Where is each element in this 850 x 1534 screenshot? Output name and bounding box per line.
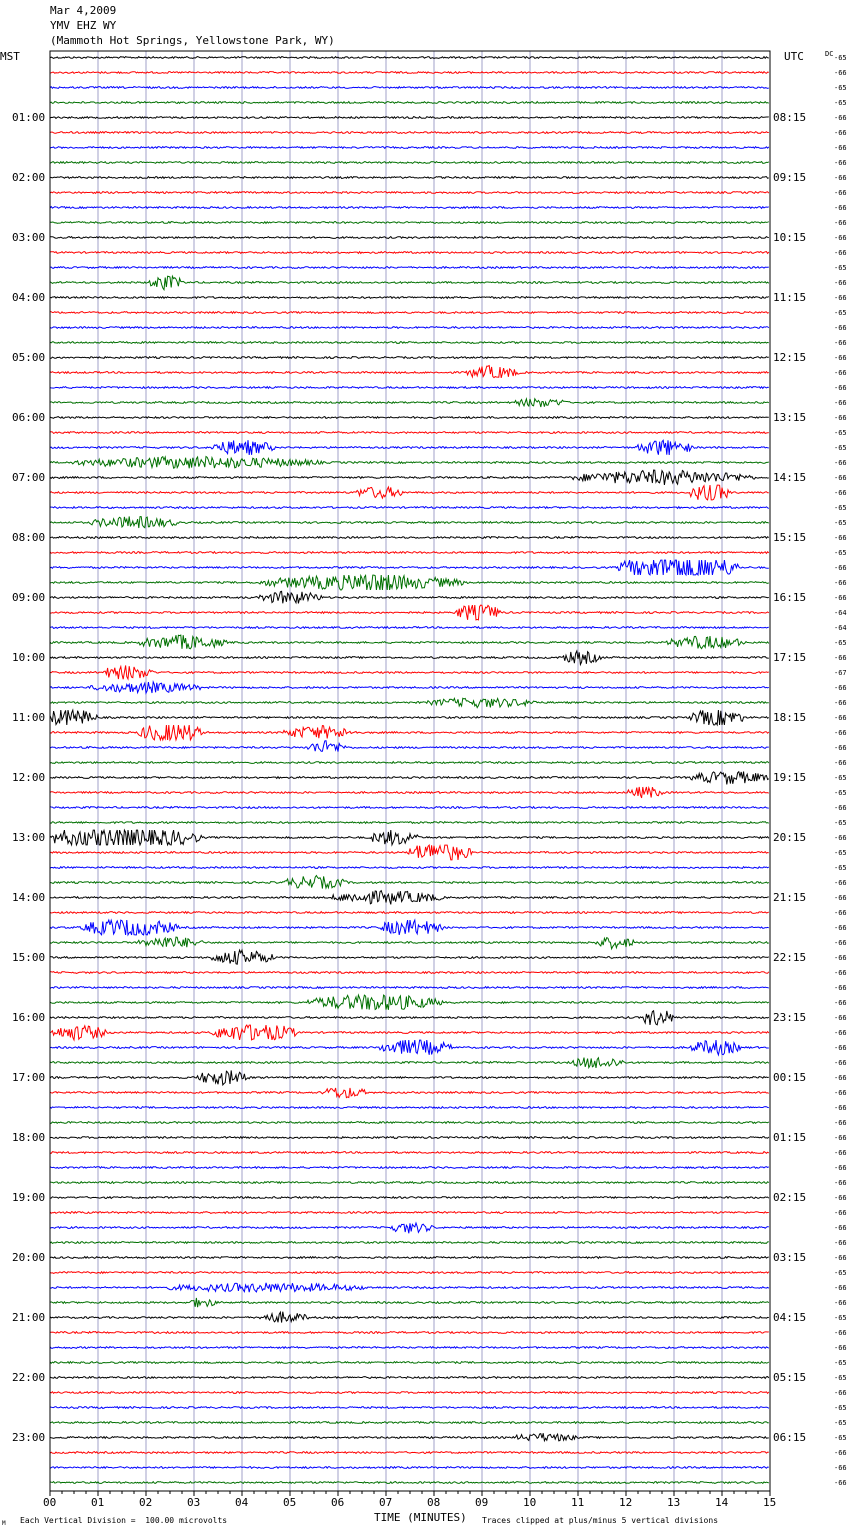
- trace-row-93: [50, 1452, 769, 1454]
- right-hour-label: 23:15: [773, 1010, 807, 1024]
- trace-row-17: [50, 312, 769, 314]
- x-tick-label: 02: [139, 1496, 153, 1509]
- right-hour-label: 04:15: [773, 1310, 807, 1324]
- dc-offset-label: -66: [834, 728, 847, 737]
- trace-row-8: [50, 177, 769, 179]
- trace-row-82: [50, 1283, 769, 1292]
- trace-row-27: [50, 457, 769, 469]
- trace-row-81: [50, 1272, 769, 1274]
- trace-row-47: [50, 762, 769, 764]
- dc-offset-label: -66: [834, 983, 847, 992]
- dc-offset-label: -66: [834, 968, 847, 977]
- left-hour-label: 13:00: [12, 830, 46, 844]
- trace-row-66: [50, 1040, 769, 1055]
- dc-offset-label: -66: [834, 1148, 847, 1157]
- dc-offset-label: -66: [834, 293, 847, 302]
- trace-row-67: [50, 1058, 769, 1068]
- trace-row-83: [50, 1298, 769, 1307]
- trace-row-6: [50, 147, 769, 149]
- dc-offset-label: -66: [834, 173, 847, 182]
- trace-row-12: [50, 237, 769, 239]
- dc-offset-label: -66: [834, 488, 847, 497]
- dc-offset-label: -66: [834, 338, 847, 347]
- right-hour-label: 13:15: [773, 410, 807, 424]
- dc-offset-label: -66: [834, 1478, 847, 1487]
- dc-offset-label: -66: [834, 998, 847, 1007]
- x-tick-label: 13: [667, 1496, 681, 1509]
- trace-row-44: [50, 710, 769, 725]
- trace-row-53: [50, 845, 769, 860]
- trace-row-48: [50, 772, 769, 785]
- trace-row-18: [50, 327, 769, 329]
- dc-offset-label: -66: [834, 908, 847, 917]
- trace-row-55: [50, 876, 769, 889]
- trace-row-36: [50, 591, 769, 603]
- dc-offset-label: -66: [834, 458, 847, 467]
- trace-row-76: [50, 1197, 769, 1199]
- dc-offset-label: -65: [834, 848, 847, 857]
- x-tick-label: 07: [379, 1496, 393, 1509]
- trace-row-5: [50, 132, 769, 134]
- trace-row-0: [50, 57, 769, 59]
- right-hour-label: 01:15: [773, 1130, 807, 1144]
- dc-offset-label: -65: [834, 1268, 847, 1277]
- dc-offset-label: -66: [834, 128, 847, 137]
- trace-row-32: [50, 537, 769, 539]
- dc-offset-label: -66: [834, 1103, 847, 1112]
- dc-offset-label: -66: [834, 1088, 847, 1097]
- chart-station: YMV EHZ WY: [50, 19, 117, 32]
- trace-row-65: [50, 1025, 769, 1040]
- right-hour-label: 06:15: [773, 1430, 807, 1444]
- dc-offset-label: -66: [834, 1208, 847, 1217]
- dc-offset-label: -66: [834, 158, 847, 167]
- left-hour-label: 14:00: [12, 890, 46, 904]
- trace-row-20: [50, 357, 769, 359]
- x-tick-label: 01: [91, 1496, 105, 1509]
- trace-row-85: [50, 1332, 769, 1334]
- x-tick-label: 08: [427, 1496, 441, 1509]
- trace-row-80: [50, 1257, 769, 1259]
- left-hour-label: 09:00: [12, 590, 46, 604]
- dc-offset-label: -66: [834, 1043, 847, 1052]
- left-hour-label: 20:00: [12, 1250, 46, 1264]
- left-hour-label: 17:00: [12, 1070, 46, 1084]
- dc-offset-label: -66: [834, 68, 847, 77]
- x-tick-label: 09: [475, 1496, 489, 1509]
- dc-offset-label: -66: [834, 953, 847, 962]
- dc-offset-label: -66: [834, 938, 847, 947]
- left-timezone-label: MST: [0, 50, 20, 63]
- trace-row-95: [50, 1482, 769, 1484]
- trace-row-77: [50, 1212, 769, 1214]
- trace-row-79: [50, 1242, 769, 1244]
- dc-offset-label: -66: [834, 878, 847, 887]
- trace-row-75: [50, 1182, 769, 1184]
- trace-row-37: [50, 605, 769, 620]
- trace-row-62: [50, 987, 769, 989]
- right-hour-label: 15:15: [773, 530, 807, 544]
- left-hour-label: 02:00: [12, 170, 46, 184]
- trace-row-26: [50, 440, 769, 455]
- right-hour-label: 00:15: [773, 1070, 807, 1084]
- x-tick-label: 06: [331, 1496, 345, 1509]
- left-hour-label: 11:00: [12, 710, 46, 724]
- trace-row-70: [50, 1107, 769, 1109]
- dc-offset-label: -66: [834, 833, 847, 842]
- dc-offset-label: -66: [834, 1163, 847, 1172]
- trace-row-11: [50, 222, 769, 224]
- left-hour-label: 01:00: [12, 110, 46, 124]
- dc-offset-label: -66: [834, 323, 847, 332]
- right-hour-label: 14:15: [773, 470, 807, 484]
- right-hour-label: 09:15: [773, 170, 807, 184]
- x-tick-label: 14: [715, 1496, 729, 1509]
- chart-date: Mar 4,2009: [50, 4, 117, 17]
- right-timezone-label: UTC: [784, 50, 804, 63]
- dc-offset-label: -66: [834, 1073, 847, 1082]
- dc-offset-label: -66: [834, 1028, 847, 1037]
- left-hour-label: 15:00: [12, 950, 46, 964]
- trace-row-28: [50, 470, 769, 485]
- left-hour-label: 03:00: [12, 230, 46, 244]
- dc-offset-label: -66: [834, 218, 847, 227]
- trace-row-40: [50, 651, 769, 665]
- dc-offset-label: -66: [834, 593, 847, 602]
- trace-row-78: [50, 1223, 769, 1233]
- dc-offset-label: -66: [834, 1178, 847, 1187]
- right-hour-label: 08:15: [773, 110, 807, 124]
- dc-offset-label: -65: [834, 308, 847, 317]
- trace-row-29: [50, 485, 769, 500]
- dc-offset-label: -66: [834, 1328, 847, 1337]
- right-hour-label: 10:15: [773, 230, 807, 244]
- dc-offset-label: -65: [834, 863, 847, 872]
- trace-row-35: [50, 575, 769, 590]
- dc-offset-label: -66: [834, 758, 847, 767]
- trace-row-38: [50, 627, 769, 629]
- dc-offset-label: -66: [834, 203, 847, 212]
- dc-offset-label: -65: [834, 518, 847, 527]
- right-hour-label: 22:15: [773, 950, 807, 964]
- dc-offset-label: -66: [834, 743, 847, 752]
- dc-offset-label: -66: [834, 1013, 847, 1022]
- dc-offset-label: -66: [834, 1238, 847, 1247]
- left-hour-label: 19:00: [12, 1190, 46, 1204]
- trace-row-9: [50, 192, 769, 194]
- trace-row-23: [50, 399, 769, 407]
- dc-offset-label: -65: [834, 638, 847, 647]
- trace-row-61: [50, 972, 769, 974]
- trace-row-56: [50, 891, 769, 905]
- right-hour-label: 18:15: [773, 710, 807, 724]
- right-hour-label: 05:15: [773, 1370, 807, 1384]
- left-hour-label: 05:00: [12, 350, 46, 364]
- dc-offset-label: -66: [834, 1253, 847, 1262]
- trace-row-43: [50, 698, 769, 707]
- trace-row-24: [50, 417, 769, 419]
- left-hour-label: 23:00: [12, 1430, 46, 1444]
- trace-row-4: [50, 117, 769, 119]
- dc-offset-label: -66: [834, 113, 847, 122]
- dc-offset-label: -66: [834, 713, 847, 722]
- left-hour-label: 06:00: [12, 410, 46, 424]
- right-hour-label: 02:15: [773, 1190, 807, 1204]
- trace-row-50: [50, 807, 769, 809]
- right-hour-label: 20:15: [773, 830, 807, 844]
- trace-row-94: [50, 1467, 769, 1469]
- dc-offset-label: -66: [834, 353, 847, 362]
- dc-offset-label: -66: [834, 1298, 847, 1307]
- dc-offset-label: -64: [834, 608, 847, 617]
- dc-offset-label: -65: [834, 503, 847, 512]
- trace-row-63: [50, 995, 769, 1010]
- trace-row-88: [50, 1377, 769, 1379]
- dc-offset-label: -66: [834, 893, 847, 902]
- trace-row-10: [50, 207, 769, 209]
- right-hour-label: 12:15: [773, 350, 807, 364]
- clip-note: Traces clipped at plus/minus 5 vertical divisions: [482, 1516, 719, 1525]
- dc-offset-label: -66: [834, 1118, 847, 1127]
- dc-offset-label: -65: [834, 263, 847, 272]
- left-hour-label: 21:00: [12, 1310, 46, 1324]
- left-hour-label: 10:00: [12, 650, 46, 664]
- trace-row-64: [50, 1011, 769, 1025]
- trace-row-51: [50, 822, 769, 824]
- right-hour-label: 17:15: [773, 650, 807, 664]
- left-hour-label: 12:00: [12, 770, 46, 784]
- trace-row-13: [50, 252, 769, 254]
- trace-row-84: [50, 1312, 769, 1323]
- right-hour-label: 21:15: [773, 890, 807, 904]
- trace-row-30: [50, 507, 769, 509]
- trace-row-42: [50, 682, 769, 693]
- right-hour-label: 19:15: [773, 770, 807, 784]
- dc-offset-label: -66: [834, 1058, 847, 1067]
- dc-label: DC: [825, 50, 834, 58]
- trace-row-73: [50, 1152, 769, 1154]
- trace-row-7: [50, 162, 769, 164]
- left-hour-label: 08:00: [12, 530, 46, 544]
- trace-row-59: [50, 937, 769, 949]
- dc-offset-label: -66: [834, 1133, 847, 1142]
- trace-row-33: [50, 552, 769, 554]
- dc-offset-label: -66: [834, 1448, 847, 1457]
- trace-row-71: [50, 1122, 769, 1124]
- dc-offset-label: -66: [834, 563, 847, 572]
- dc-offset-label: -66: [834, 1343, 847, 1352]
- dc-offset-label: -66: [834, 653, 847, 662]
- trace-row-3: [50, 102, 769, 104]
- dc-offset-label: -65: [834, 548, 847, 557]
- dc-offset-label: -66: [834, 413, 847, 422]
- trace-row-87: [50, 1362, 769, 1364]
- trace-row-69: [50, 1088, 769, 1098]
- left-hour-label: 16:00: [12, 1010, 46, 1024]
- dc-offset-label: -66: [834, 233, 847, 242]
- left-hour-label: 18:00: [12, 1130, 46, 1144]
- trace-row-52: [50, 830, 769, 845]
- dc-offset-label: -66: [834, 578, 847, 587]
- right-hour-label: 11:15: [773, 290, 807, 304]
- dc-offset-label: -65: [834, 98, 847, 107]
- dc-offset-label: -65: [834, 1373, 847, 1382]
- trace-row-19: [50, 342, 769, 344]
- dc-offset-label: -67: [834, 668, 847, 677]
- dc-offset-label: -65: [834, 773, 847, 782]
- dc-offset-label: -66: [834, 1283, 847, 1292]
- dc-offset-label: -65: [834, 788, 847, 797]
- dc-offset-label: -66: [834, 383, 847, 392]
- dc-offset-label: -66: [834, 1463, 847, 1472]
- dc-offset-label: -66: [834, 143, 847, 152]
- trace-row-1: [50, 72, 769, 74]
- trace-row-86: [50, 1347, 769, 1349]
- x-tick-label: 00: [43, 1496, 57, 1509]
- x-tick-label: 03: [187, 1496, 201, 1509]
- x-tick-label: 11: [571, 1496, 585, 1509]
- dc-offset-label: -66: [834, 1193, 847, 1202]
- right-hour-label: 03:15: [773, 1250, 807, 1264]
- dc-offset-label: -66: [834, 683, 847, 692]
- right-hour-label: 16:15: [773, 590, 807, 604]
- trace-row-91: [50, 1422, 769, 1424]
- trace-row-54: [50, 867, 769, 869]
- trace-row-74: [50, 1167, 769, 1169]
- scale-note: Each Vertical Division = 100.00 microvolts: [20, 1516, 228, 1525]
- dc-offset-label: -66: [834, 1223, 847, 1232]
- trace-row-45: [50, 725, 769, 740]
- corner-mark: M: [2, 1520, 6, 1527]
- dc-offset-label: -65: [834, 53, 847, 62]
- dc-offset-label: -66: [834, 473, 847, 482]
- trace-row-39: [50, 635, 769, 649]
- dc-offset-label: -66: [834, 803, 847, 812]
- trace-row-46: [50, 741, 769, 752]
- dc-offset-label: -66: [834, 698, 847, 707]
- dc-offset-label: -65: [834, 1358, 847, 1367]
- trace-row-15: [50, 276, 769, 290]
- dc-offset-label: -65: [834, 1433, 847, 1442]
- dc-offset-label: -66: [834, 248, 847, 257]
- trace-row-60: [50, 950, 769, 964]
- left-hour-label: 07:00: [12, 470, 46, 484]
- left-hour-label: 04:00: [12, 290, 46, 304]
- trace-row-41: [50, 665, 769, 679]
- dc-offset-label: -66: [834, 188, 847, 197]
- trace-row-16: [50, 297, 769, 299]
- dc-offset-label: -66: [834, 398, 847, 407]
- trace-row-49: [50, 787, 769, 798]
- dc-offset-label: -64: [834, 623, 847, 632]
- dc-offset-label: -65: [834, 428, 847, 437]
- trace-row-58: [50, 920, 769, 935]
- trace-row-89: [50, 1392, 769, 1394]
- dc-offset-label: -65: [834, 1403, 847, 1412]
- x-tick-label: 10: [523, 1496, 537, 1509]
- dc-offset-label: -66: [834, 278, 847, 287]
- chart-location: (Mammoth Hot Springs, Yellowstone Park, WY): [50, 34, 335, 47]
- dc-offset-label: -65: [834, 83, 847, 92]
- dc-offset-label: -66: [834, 1388, 847, 1397]
- dc-offset-label: -66: [834, 368, 847, 377]
- trace-row-22: [50, 387, 769, 389]
- trace-row-31: [50, 516, 769, 528]
- trace-row-2: [50, 87, 769, 89]
- trace-row-90: [50, 1407, 769, 1409]
- dc-offset-label: -65: [834, 443, 847, 452]
- dc-offset-label: -65: [834, 1418, 847, 1427]
- trace-row-25: [50, 432, 769, 434]
- trace-row-68: [50, 1070, 769, 1085]
- trace-row-14: [50, 267, 769, 269]
- trace-row-92: [50, 1433, 769, 1441]
- x-tick-label: 15: [763, 1496, 777, 1509]
- trace-row-34: [50, 560, 769, 575]
- x-axis-title: TIME (MINUTES): [374, 1511, 467, 1524]
- x-tick-label: 12: [619, 1496, 633, 1509]
- trace-row-21: [50, 366, 769, 378]
- dc-offset-label: -65: [834, 1313, 847, 1322]
- x-tick-label: 04: [235, 1496, 249, 1509]
- trace-row-57: [50, 912, 769, 914]
- trace-row-72: [50, 1137, 769, 1139]
- dc-offset-label: -65: [834, 818, 847, 827]
- dc-offset-label: -66: [834, 923, 847, 932]
- left-hour-label: 22:00: [12, 1370, 46, 1384]
- dc-offset-label: -66: [834, 533, 847, 542]
- x-tick-label: 05: [283, 1496, 297, 1509]
